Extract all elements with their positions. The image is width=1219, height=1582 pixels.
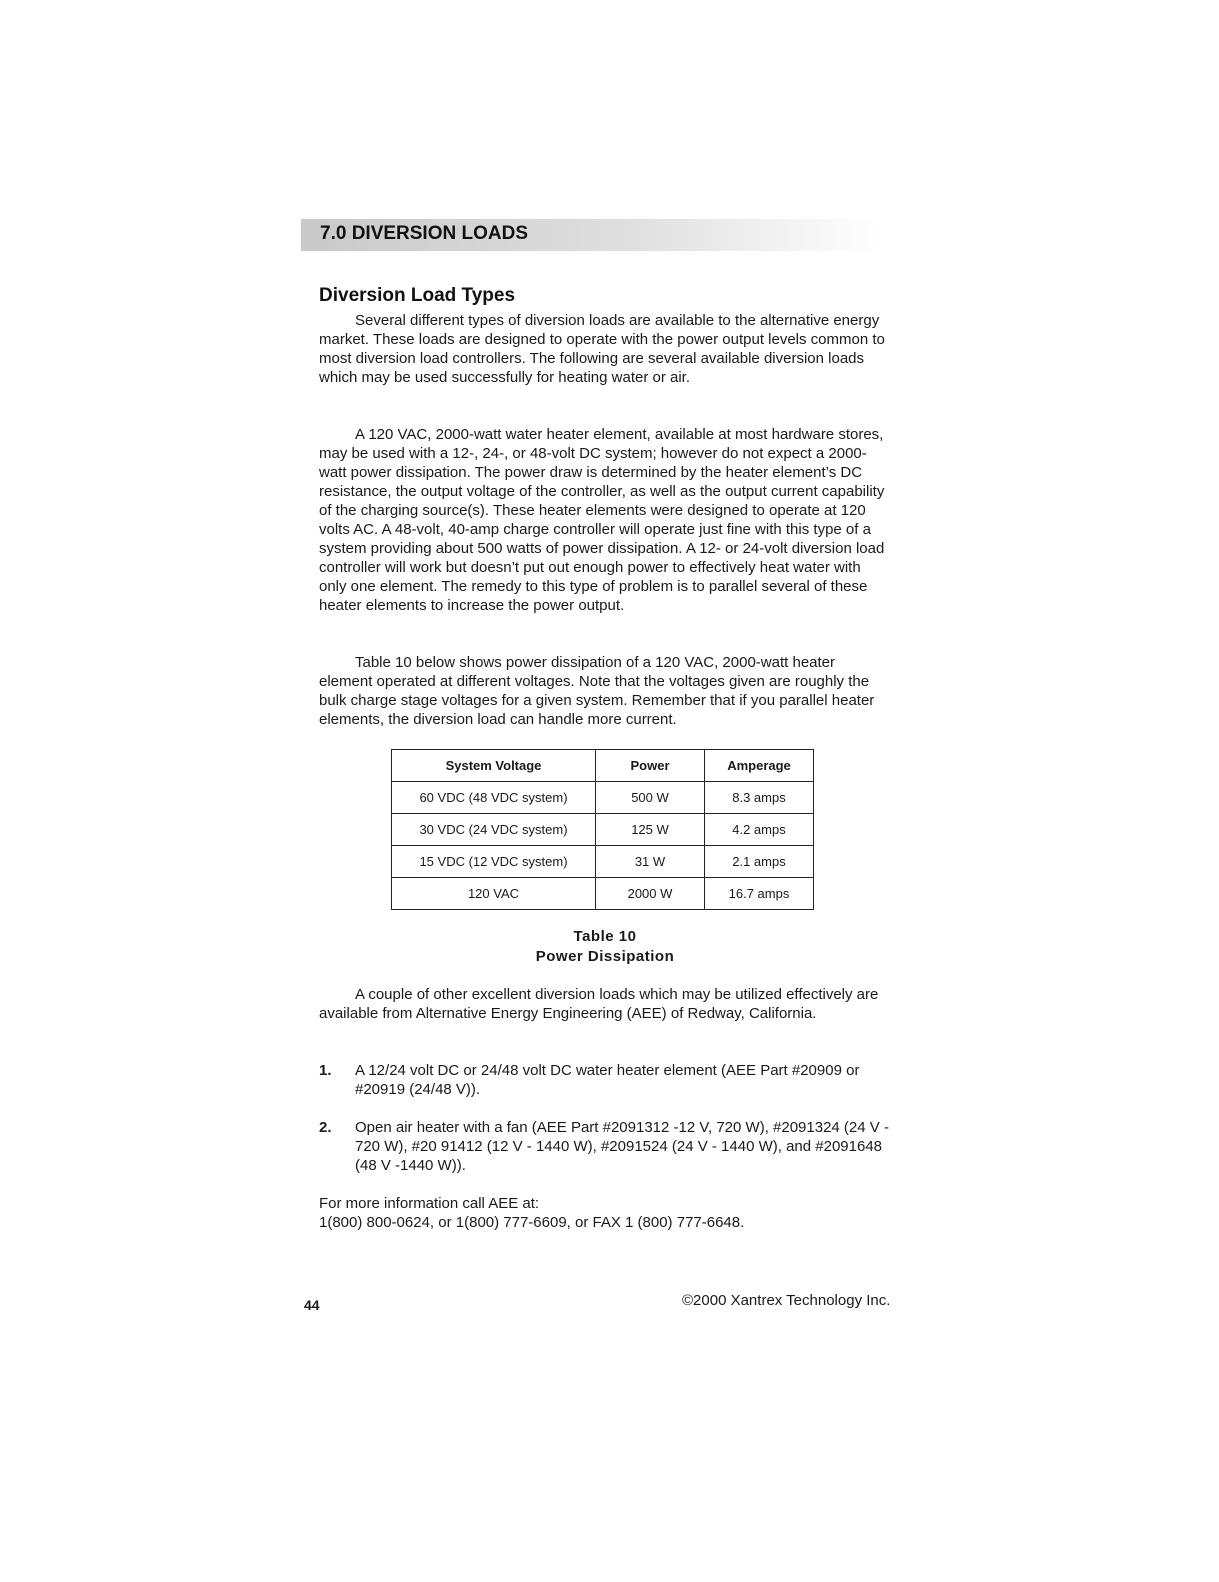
section-banner bbox=[301, 219, 881, 251]
list-text: A 12/24 volt DC or 24/48 volt DC water heater element (AEE Part #20909 or #20919 (24/48 V)). bbox=[355, 1062, 860, 1098]
paragraph-water-heater: A 120 VAC, 2000-watt water heater element, available at most hardware stores, may be used with a 12-, 24-, or 48-volt DC system; however do not expect a 2000-watt power dissipation. The power draw is determined by the heater element’s DC resistance, the output voltage of the controller, as well as the output current capability of the charging source(s). These heater elements were designed to operate at 120 volts AC. A 48-volt, 40-amp charge controller will operate just fine with this type of a system providing about 500 watts of power dissipation. A 12- or 24-volt diversion load controller will work but doesn’t put out enough power to effectively heat water with only one element. The remedy to this type of problem is to parallel several of these heater elements to increase the power output. bbox=[319, 426, 885, 614]
power-dissipation-table bbox=[391, 749, 814, 910]
paragraph-table-intro: Table 10 below shows power dissipation of a 120 VAC, 2000-watt heater element operated at different voltages. Note that the voltages given are roughly the bulk charge stage voltages for a given system. Remember that if you parallel heater elements, the diversion load can handle more current. bbox=[319, 654, 875, 728]
table-row bbox=[392, 846, 814, 878]
table-header-row bbox=[392, 750, 814, 782]
table-cell: 31 W bbox=[596, 846, 705, 878]
list-text: Open air heater with a fan (AEE Part #2091312 -12 V, 720 W), #2091324 (24 V - 720 W), #20 91412 (12 V - 1440 W), #2091524 (24 V - 1440 W), and #2091648 (48 V -1440 W)). bbox=[355, 1119, 889, 1174]
table-header-cell: Power bbox=[596, 750, 705, 782]
table-cell: 500 W bbox=[596, 782, 705, 814]
table-header-cell: System Voltage bbox=[392, 750, 596, 782]
table-cell: 120 VAC bbox=[392, 878, 596, 910]
page-number: 44 bbox=[304, 1297, 320, 1313]
table-cell: 2000 W bbox=[596, 878, 705, 910]
list-number: 1. bbox=[319, 1062, 332, 1079]
table-cell: 15 VDC (12 VDC system) bbox=[392, 846, 596, 878]
table-caption-number: Table 10 bbox=[573, 928, 637, 945]
paragraph-aee: A couple of other excellent diversion loads which may be utilized effectively are available from Alternative Energy Engineering (AEE) of Redway, California. bbox=[319, 986, 879, 1022]
table-cell: 4.2 amps bbox=[705, 814, 814, 846]
table-row bbox=[392, 782, 814, 814]
table-cell: 60 VDC (48 VDC system) bbox=[392, 782, 596, 814]
table-header-cell: Amperage bbox=[705, 750, 814, 782]
contact-intro: For more information call AEE at: bbox=[319, 1195, 540, 1212]
contact-phone-numbers: 1(800) 800-0624, or 1(800) 777-6609, or FAX 1 (800) 777-6648. bbox=[319, 1214, 745, 1231]
section-title: 7.0 DIVERSION LOADS bbox=[320, 223, 528, 244]
table-cell: 125 W bbox=[596, 814, 705, 846]
table-cell: 8.3 amps bbox=[705, 782, 814, 814]
table-row bbox=[392, 878, 814, 910]
list-number: 2. bbox=[319, 1119, 332, 1136]
table-caption-title: Power Dissipation bbox=[535, 948, 675, 965]
copyright-notice: ©2000 Xantrex Technology Inc. bbox=[682, 1292, 891, 1309]
paragraph-intro: Several different types of diversion loads are available to the alternative energy market. These loads are designed to operate with the power output levels common to most diversion load controllers. The following are several available diversion loads which may be used successfully for heating water or air. bbox=[319, 312, 885, 386]
table-cell: 16.7 amps bbox=[705, 878, 814, 910]
table-cell: 30 VDC (24 VDC system) bbox=[392, 814, 596, 846]
table-row bbox=[392, 814, 814, 846]
table-cell: 2.1 amps bbox=[705, 846, 814, 878]
subheading: Diversion Load Types bbox=[319, 285, 516, 306]
